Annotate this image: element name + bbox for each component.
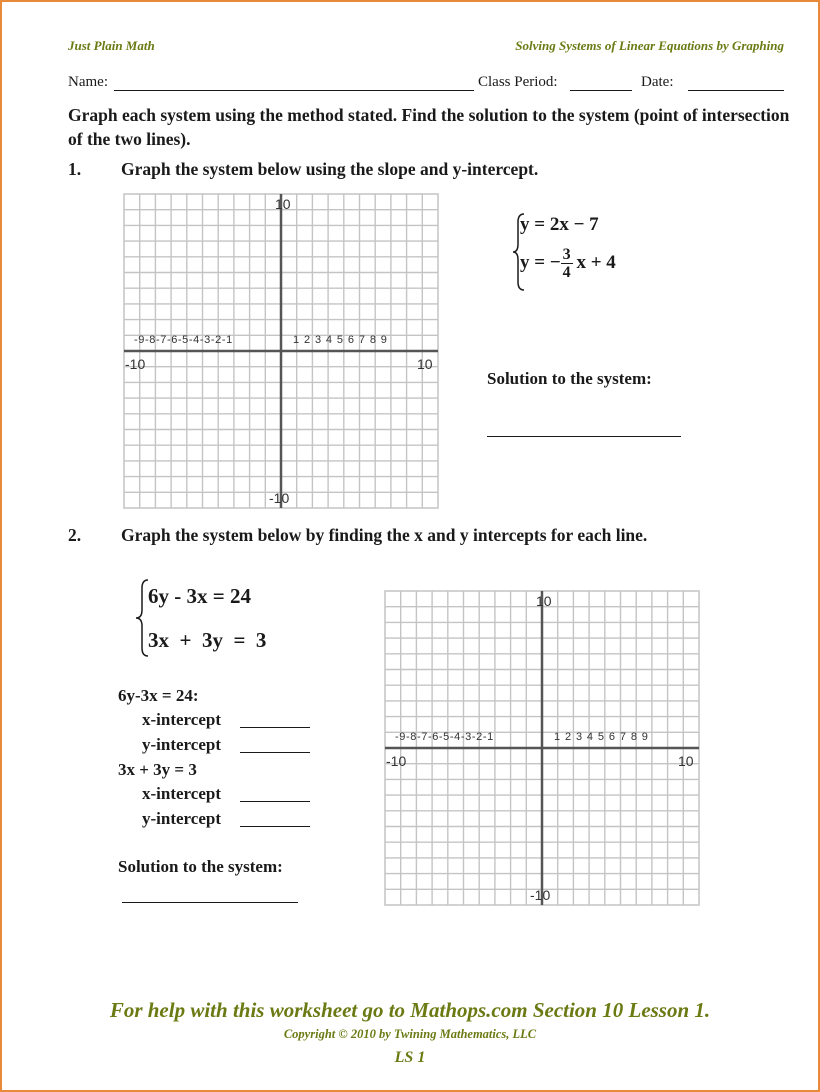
line-2-title: 3x + 3y = 3 — [118, 760, 197, 779]
system-2-eq1: 6y - 3x = 24 — [148, 584, 251, 608]
problem-2-number: 2. — [68, 525, 82, 545]
system-1-eq1: y = 2x − 7 — [520, 214, 599, 235]
solution-1-label: Solution to the system: — [487, 369, 652, 388]
problem-1-number: 1. — [68, 159, 82, 179]
line-1-y-intercept-label: y-intercept — [142, 735, 221, 754]
x-min-label: -10 — [386, 753, 407, 769]
instructions: Graph each system using the method stated. Find the solution to the system (point of intersection of the two lines). — [68, 105, 790, 149]
x-neg-tick-labels: -9-8-7-6-5-4-3-2-1 — [134, 334, 233, 346]
graph-1[interactable] — [123, 193, 439, 509]
x-min-label: -10 — [125, 356, 146, 372]
header-left: Just Plain Math — [68, 38, 155, 53]
footer-copyright: Copyright © 2010 by Twining Mathematics, LLC — [283, 1027, 537, 1041]
system-1-eq2 — [520, 246, 616, 281]
y-max-label: 10 — [536, 593, 552, 609]
fraction — [561, 246, 573, 281]
solution-1-field[interactable] — [487, 436, 681, 437]
line-1-title: 6y-3x = 24: — [118, 686, 199, 705]
name-label: Name: — [68, 74, 108, 90]
class-period-label: Class Period: — [478, 74, 558, 90]
line-2-y-intercept-field[interactable] — [240, 826, 310, 827]
date-label: Date: — [641, 74, 674, 90]
y-min-label: -10 — [530, 887, 551, 903]
solution-2-field[interactable] — [122, 902, 298, 903]
footer-page-number: LS 1 — [394, 1049, 426, 1066]
line-1-y-intercept-field[interactable] — [240, 752, 310, 753]
eq2-right: x + 4 — [576, 251, 616, 273]
line-1-x-intercept-field[interactable] — [240, 727, 310, 728]
graph-1-wrap — [123, 193, 439, 514]
graph-2-wrap — [384, 590, 700, 911]
system-2-eq2: 3x + 3y = 3 — [148, 628, 267, 652]
x-neg-tick-labels: -9-8-7-6-5-4-3-2-1 — [395, 731, 494, 743]
x-pos-tick-labels: 1 2 3 4 5 6 7 8 9 — [554, 731, 649, 743]
footer-help: For help with this worksheet go to Mathops.com Section 10 Lesson 1. — [109, 998, 711, 1022]
problem-2-text: Graph the system below by finding the x and y intercepts for each line. — [121, 525, 648, 545]
solution-2-label: Solution to the system: — [118, 857, 283, 876]
class-period-field[interactable] — [570, 90, 632, 91]
line-2-y-intercept-label: y-intercept — [142, 809, 221, 828]
y-max-label: 10 — [275, 196, 291, 212]
x-max-label: 10 — [417, 356, 433, 372]
fraction-denominator: 4 — [562, 264, 571, 281]
y-min-label: -10 — [269, 490, 290, 506]
eq2-left: y = − — [520, 251, 561, 273]
problem-1-text: Graph the system below using the slope and y-intercept. — [121, 159, 539, 179]
name-field[interactable] — [114, 90, 474, 91]
graph-2[interactable] — [384, 590, 700, 906]
line-2-x-intercept-field[interactable] — [240, 801, 310, 802]
fraction-numerator: 3 — [562, 246, 571, 263]
date-field[interactable] — [688, 90, 784, 91]
header-right: Solving Systems of Linear Equations by Graphing — [515, 38, 784, 53]
x-pos-tick-labels: 1 2 3 4 5 6 7 8 9 — [293, 334, 388, 346]
line-1-x-intercept-label: x-intercept — [142, 710, 221, 729]
x-max-label: 10 — [678, 753, 694, 769]
line-2-x-intercept-label: x-intercept — [142, 784, 221, 803]
